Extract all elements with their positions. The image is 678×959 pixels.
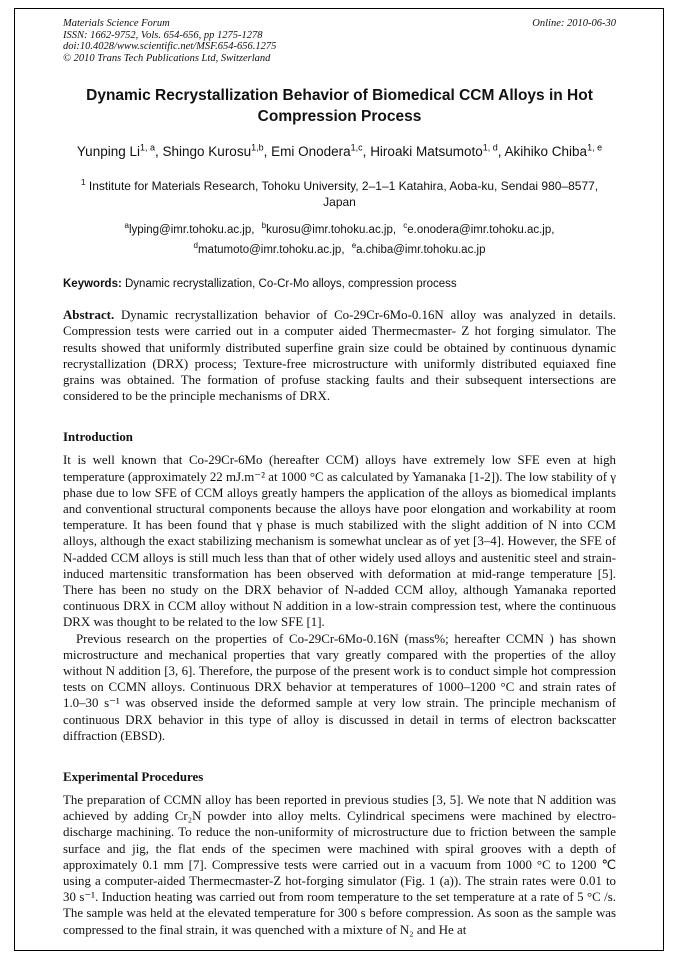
author-email: $^e$a.chiba@imr.tohoku.ac.jp xyxy=(351,241,486,257)
introduction-paragraph-2: Previous research on the properties of Co-29Cr-6Mo-0.16N (mass%; hereafter CCMN ) has shown microstructure and mechanical properties that vary greatly compared with the properties of the alloy without N addition [3, 6]. Therefore, the purpose of the present work is to conduct simple hot compression tests on CCMN alloys. Continuous DRX behavior at temperatures of 1000–1200 °C and strain rates of 1.0–30 s⁻¹ was observed inside the deformed sample at very low strain. The principle mechanism of continuous DRX behavior in this type of alloy is discussed in detail in terms of electron backscatter diffraction (EBSD). xyxy=(63,631,616,743)
affiliation-text: Institute for Materials Research, Tohoku University, 2–1–1 Katahira, Aoba-ku, Sendai 980–8577, Japan xyxy=(85,178,599,209)
journal-header xyxy=(63,18,616,64)
author: Akihiko Chiba$^{1, e}$ xyxy=(504,142,603,159)
keywords-line xyxy=(63,277,616,292)
author-affiliation-marker: 1, a xyxy=(139,142,155,152)
abstract-paragraph xyxy=(63,307,616,404)
author-email: $^c$e.onodera@imr.tohoku.ac.jp, xyxy=(403,221,555,237)
author-email: $^b$kurosu@imr.tohoku.ac.jp, xyxy=(261,221,397,237)
author: Shingo Kurosu$^{1,b}$, xyxy=(162,142,272,159)
keywords-text: Dynamic recrystallization, Co-Cr-Mo alloys, compression process xyxy=(121,278,457,291)
affiliation-marker: 1 xyxy=(80,176,86,187)
author-email: $^d$matumoto@imr.tohoku.ac.jp, xyxy=(193,241,345,257)
journal-issn: ISSN: 1662-9752, Vols. 654-656, pp 1275-1278 xyxy=(63,29,263,41)
author: Emi Onodera$^{1,c}$, xyxy=(271,142,371,159)
abstract-label: Abstract. xyxy=(63,308,115,323)
keywords-label: Keywords: xyxy=(63,278,122,291)
abstract-text: Dynamic recrystallization behavior of Co-29Cr-6Mo-0.16N alloy was analyzed in details. Compression tests were carried out in a computer aided Thermecmaster- Z hot forging simulator. The results showed that uniformly distributed superfine grain size could be obtained by continuous dynamic recrystallization (DRX) process; Texture-free microstructure with uniformly distributed equiaxed fine grains was obtained. The formation of profuse stacking faults and their subsequent intersections are considered to be the principle mechanisms of DRX. xyxy=(63,308,616,404)
author-affiliation-marker: 1, d xyxy=(482,142,498,152)
author-affiliation-marker: 1, e xyxy=(587,142,603,152)
journal-copyright: © 2010 Trans Tech Publications Ltd, Switzerland xyxy=(63,52,271,64)
journal-name: Materials Science Forum xyxy=(63,18,170,29)
affiliation-line xyxy=(63,174,616,210)
author-affiliation-marker: 1,c xyxy=(350,142,363,152)
author: Hiroaki Matsumoto$^{1, d}$, xyxy=(370,142,505,159)
author-affiliation-marker: 1,b xyxy=(251,142,264,152)
experimental-paragraph-1: The preparation of CCMN alloy has been reported in previous studies [3, 5]. We note that N addition was achieved by adding Cr₂N powder into alloy melts. Cylindrical specimens were machined by electro-discharge machining. To reduce the non-uniformity of microstructure due to friction between the sample surface and jig, the flat ends of the specimen were machined with spiral grooves with a depth of approximately 0.1 mm [7]. Compressive tests were carried out in a vacuum from 1000 °C to 1200 ℃ using a computer-aided Thermecmaster-Z hot-forging simulator (Fig. 1 (a)). The strain rates were 0.01 to 30 s⁻¹. Induction heating was carried out from room temperature to the set temperature at a rate of 5 °C /s. The sample was held at the elevated temperature for 300 s before compression. As soon as the sample was compressed to the final strain, it was quenched with a mixture of N₂ and He at xyxy=(63,793,616,937)
author-line xyxy=(63,138,616,161)
author-email: $^a$lyping@imr.tohoku.ac.jp, xyxy=(124,221,255,237)
online-date: Online: 2010-06-30 xyxy=(532,18,616,29)
journal-info-block xyxy=(63,18,276,64)
section-heading-experimental: Experimental Procedures xyxy=(63,770,204,785)
section-heading-introduction: Introduction xyxy=(63,430,133,445)
journal-doi: doi:10.4028/www.scientific.net/MSF.654-656.1275 xyxy=(63,41,277,52)
introduction-paragraph-1: It is well known that Co-29Cr-6Mo (hereafter CCM) alloys have extremely low SFE even at high temperature (approximately 22 mJ.m⁻² at 1000 °C as calculated by Yamanaka [1-2]). The low stability of γ phase due to low SFE of CCM alloys greatly hampers the application of the alloys as biomedical implants and conventional structural components because the alloys have poor elongation and workability at room temperature. It has been found that γ phase is much stabilized with the slight addition of N into CCM alloys, although the exact stabilizing mechanism is somewhat unclear as of yet [3–4]. However, the SFE of N-added CCM alloys is still much less than that of other widely used alloys and austenitic steel and strain-induced martensitic transformation has been observed with deformation at mid-range temperature [5]. There has been no study on the DRX behavior of N-added CCM alloy, although Yamanaka reported continuous DRX in CCM alloy without N addition in a low-strain compression test, where the continuous DRX was thought to be related to the low SFE [1]. xyxy=(63,453,616,630)
page-border-frame xyxy=(14,8,664,951)
author: Yunping Li$^{1, a}$, xyxy=(76,142,163,159)
email-line xyxy=(63,219,616,259)
paper-title: Dynamic Recrystallization Behavior of Biomedical CCM Alloys in Hot Compression Process xyxy=(86,87,593,125)
